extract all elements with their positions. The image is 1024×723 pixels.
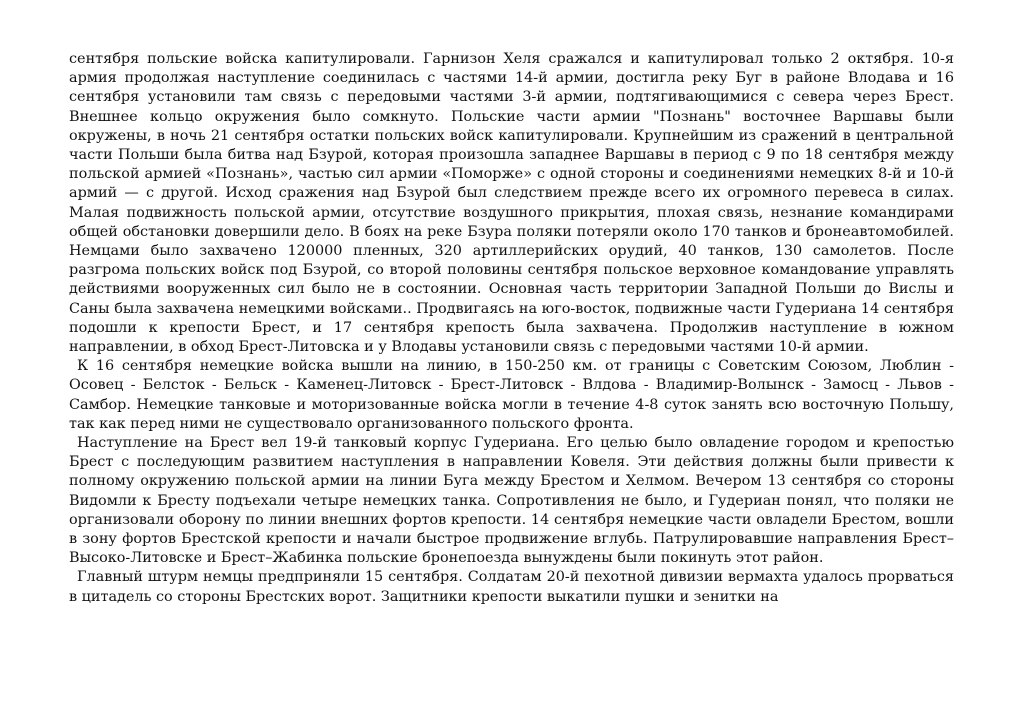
paragraph-3: Наступление на Брест вел 19-й танковый корпус Гудериана. Его целью было овладение городом и крепостью Брест с последующим развитием наступления в направлении Ковеля. Эти действия должны были привести к полному окружению польской армии на линии Буга между Брестом и Хелмом. Вечером 13 сентября со стороны Видомли к Бресту подъехали четыре немецких танка. Сопротивления не было, и Гудериан понял, что поляки не организовали оборону по линии внешних фортов крепости. 14 сентября немецкие части овладели Брестом, вошли в зону фортов Брестской крепости и начали быстрое продвижение вглубь. Патрулировавшие направления Брест–Высоко-Литовске и Брест–Жабинка польские бронепоезда вынуждены были покинуть этот район.: [69, 435, 954, 567]
document-body: [69, 50, 954, 607]
paragraph-4: Главный штурм немцы предприняли 15 сентября. Солдатам 20-й пехотной дивизии вермахта удалось прорваться в цитадель со стороны Брестских ворот. Защитники крепости выкатили пушки и зенитки на: [69, 569, 954, 605]
paragraph-1: сентября польские войска капитулировали. Гарнизон Хеля сражался и капитулировал только 2 октября. 10-я армия продолжая наступление соединилась с частями 14-й армии, достигла реку Буг в районе Влодава и 16 сентября установили там связь с передовыми частями 3-й армии, подтягивающимися с севера через Брест. Внешнее кольцо окружения было сомкнуто. Польские части армии "Познань" восточнее Варшавы были окружены, в ночь 21 сентября остатки польских войск капитулировали. Крупнейшим из сражений в центральной части Польши была битва над Бзурой, которая произошла западнее Варшавы в период с 9 по 18 сентября между польской армией «Познань», частью сил армии «Поморже» с одной стороны и соединениями немецких 8-й и 10-й армий — с другой. Исход сражения над Бзурой был следствием прежде всего их огромного перевеса в силах. Малая подвижность польской армии, отсутствие воздушного прикрытия, плохая связь, незнание командирами общей обстановки довершили дело. В боях на реке Бзура поляки потеряли около 170 танков и бронеавтомобилей. Немцами было захвачено 120000 пленных, 320 артиллерийских орудий, 40 танков, 130 самолетов. После разгрома польских войск под Бзурой, со второй половины сентября польское верховное командование управлять действиями вооруженных сил было не в состоянии. Основная часть территории Западной Польши до Вислы и Саны была захвачена немецкими войсками.. Продвигаясь на юго-восток, подвижные части Гудериана 14 сентября подошли к крепости Брест, и 17 сентября крепость была захвачена. Продолжив наступление в южном направлении, в обход Брест-Литовска и у Влодавы установили связь с передовыми частями 10-й армии.: [69, 51, 954, 356]
paragraph-2: К 16 сентября немецкие войска вышли на линию, в 150-250 км. от границы с Советским Союзом, Люблин - Осовец - Белсток - Бельск - Каменец-Литовск - Брест-Литовск - Влдова - Владимир-Волынск - Замосц - Львов - Самбор. Немецкие танковые и моторизованные войска могли в течение 4-8 суток занять всю восточную Польшу, так как перед ними не существовало организованного польского фронта.: [69, 358, 954, 432]
